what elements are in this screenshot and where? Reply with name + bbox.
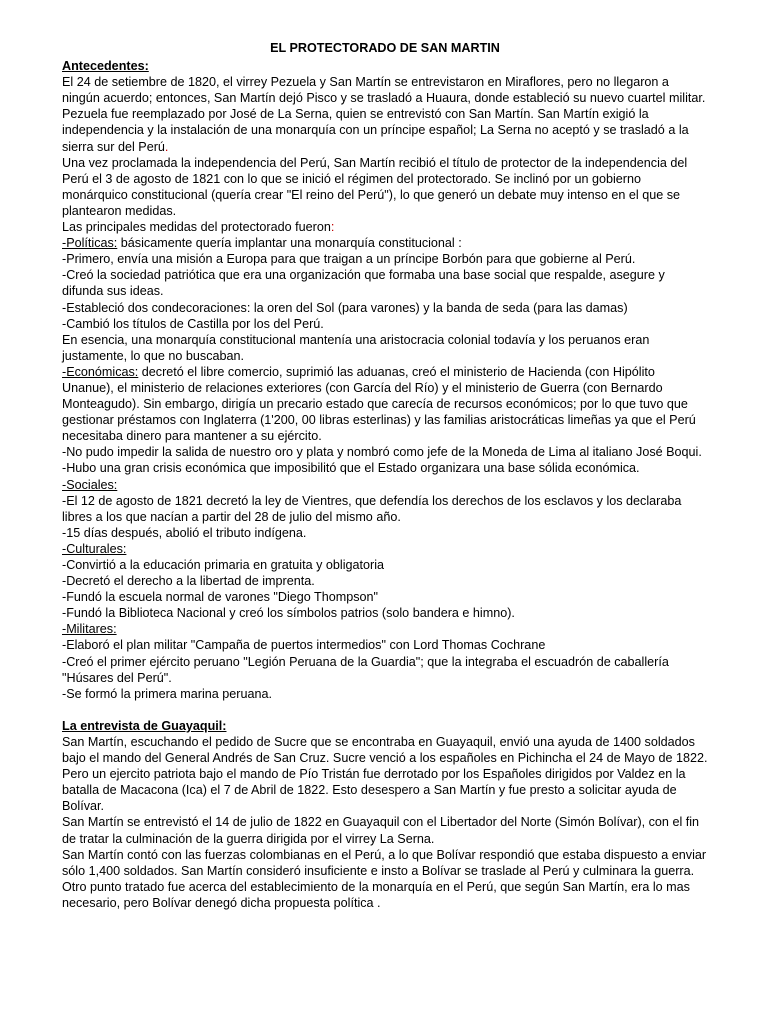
sociales-heading: -Sociales: — [62, 477, 118, 492]
list-item: -Elaboró el plan militar "Campaña de puertos intermedios" con Lord Thomas Cochrane — [62, 638, 546, 653]
antecedentes-paragraph-1: El 24 de setiembre de 1820, el virrey Pezuela y San Martín se entrevistaron en Miraflores, pero no llegaron a ningún acuerdo; entonces, San Martín dejó Pisco y se trasladó a Huaura, donde estableció su nuevo cuartel militar. Pezuela fue reemplazado por José de La Serna, quien se entrevistó con San Martín. San Martín exigió la independencia y la instalación de una monarquía con un príncipe español; La Serna no aceptó y se trasladó a la sierra sur del Perú. — [62, 75, 706, 154]
politicas-closing: En esencia, una monarquía constitucional mantenía una aristocracia colonial todavía y los peruanos eran justamente, lo que no buscaban. — [62, 332, 650, 363]
list-item: -Hubo una gran crisis económica que imposibilitó que el Estado organizara una base sólida económica. — [62, 461, 640, 476]
section-spacer — [62, 702, 708, 718]
list-item: -Cambió los títulos de Castilla por los del Perú. — [62, 316, 324, 331]
list-item: -Estableció dos condecoraciones: la oren del Sol (para varones) y la banda de seda (para las damas) — [62, 300, 628, 315]
guayaquil-paragraph: San Martín se entrevistó el 14 de julio de 1822 en Guayaquil con el Libertador del Norte (Simón Bolívar), con el fin de tratar la culminación de la guerra dirigida por el virrey La Serna. — [62, 815, 700, 846]
document-page — [62, 40, 708, 911]
list-item: -Primero, envía una misión a Europa para que traigan a un príncipe Borbón para que gobierne al Perú. — [62, 252, 636, 267]
list-item: -Convirtió a la educación primaria en gratuita y obligatoria — [62, 558, 385, 572]
antecedentes-paragraph-3: Las principales medidas del protectorado fueron: — [62, 220, 335, 235]
guayaquil-paragraph: San Martín, escuchando el pedido de Sucre que se encontraba en Guayaquil, envió una ayuda de 1400 soldados bajo el mando del General Andrés de San Cruz. Sucre venció a los españoles en Pichincha el 24 de Mayo de 1822. Pero un ejercito patriota bajo el mando de Pío Tristán fue derrotado por los Españoles dirigidos por Valdez en la batalla de Macacona (Ica) el 7 de Abril de 1822. Esto desespero a San Martín y fue presto a solicitar ayuda de Bolívar. — [62, 734, 708, 814]
list-item: -Creó la sociedad patriótica que era una organización que formaba una base social que respalde, asegure y difunda sus ideas. — [62, 268, 665, 299]
militares-heading: -Militares: — [62, 622, 117, 637]
list-item: -Se formó la primera marina peruana. — [62, 686, 272, 701]
list-item: -El 12 de agosto de 1821 decretó la ley de Vientres, que defendía los derechos de los esclavos y los declaraba libres a los que nacían a partir del 28 de julio del mismo año. — [62, 493, 682, 524]
list-item: -Fundó la Biblioteca Nacional y creó los símbolos patrios (solo bandera e himno). — [62, 606, 515, 621]
guayaquil-paragraph: San Martín contó con las fuerzas colombianas en el Perú, a lo que Bolívar respondió que estaba dispuesto a enviar sólo 1,400 soldados. San Martín consideró insuficiente e insto a Bolívar se traslade al Perú y culminara la guerra. — [62, 847, 707, 878]
antecedentes-paragraph-2: Una vez proclamada la independencia del Perú, San Martín recibió el título de protector de la independencia del Perú el 3 de agosto de 1821 con lo que se inició el régimen del protectorado. Se inclinó por un gobierno monárquico constitucional (quería crear "El reino del Perú"), lo que generó un debate muy intenso en el que se plantearon medidas. — [62, 155, 688, 218]
guayaquil-paragraph: Otro punto tratado fue acerca del establecimiento de la monarquía en el Perú, que según San Martín, era lo mas necesario, pero Bolívar denegó dicha propuesta política . — [62, 879, 690, 910]
politicas-label: -Políticas: — [62, 236, 118, 251]
culturales-heading: -Culturales: — [62, 541, 127, 556]
economicas-intro: -Económicas: decretó el libre comercio, suprimió las aduanas, creó el ministerio de Hacienda (con Hipólito Unanue), el ministerio de relaciones exteriores (con García del Río) y el ministerio de Guerra (con Bernardo Monteagudo). Sin embargo, dirigía un precario estado que carecía de recursos económicos; por lo que tuvo que gestionar préstamos con Inglaterra (1'200, 00 libras esterlinas) y las familias aristocráticas limeñas ya que el Perú necesitaba dinero para mantener a su ejército. — [62, 364, 696, 444]
politicas-intro: -Políticas: básicamente quería implantar una monarquía constitucional : — [62, 236, 462, 251]
list-item: -Creó el primer ejército peruano "Legión Peruana de la Guardia"; que la integraba el escuadrón de caballería "Húsares del Perú". — [62, 654, 669, 685]
guayaquil-heading: La entrevista de Guayaquil: — [62, 718, 227, 733]
list-item: -No pudo impedir la salida de nuestro oro y plata y nombró como jefe de la Moneda de Lima al italiano José Boqui. — [62, 445, 702, 460]
list-item: -Fundó la escuela normal de varones "Diego Thompson" — [62, 590, 379, 605]
list-item: -Decretó el derecho a la libertad de imprenta. — [62, 574, 315, 589]
antecedentes-heading: Antecedentes: — [62, 59, 149, 74]
document-title: EL PROTECTORADO DE SAN MARTIN — [270, 41, 500, 55]
economicas-label: -Económicas: — [62, 364, 139, 379]
list-item: -15 días después, abolió el tributo indígena. — [62, 525, 307, 540]
